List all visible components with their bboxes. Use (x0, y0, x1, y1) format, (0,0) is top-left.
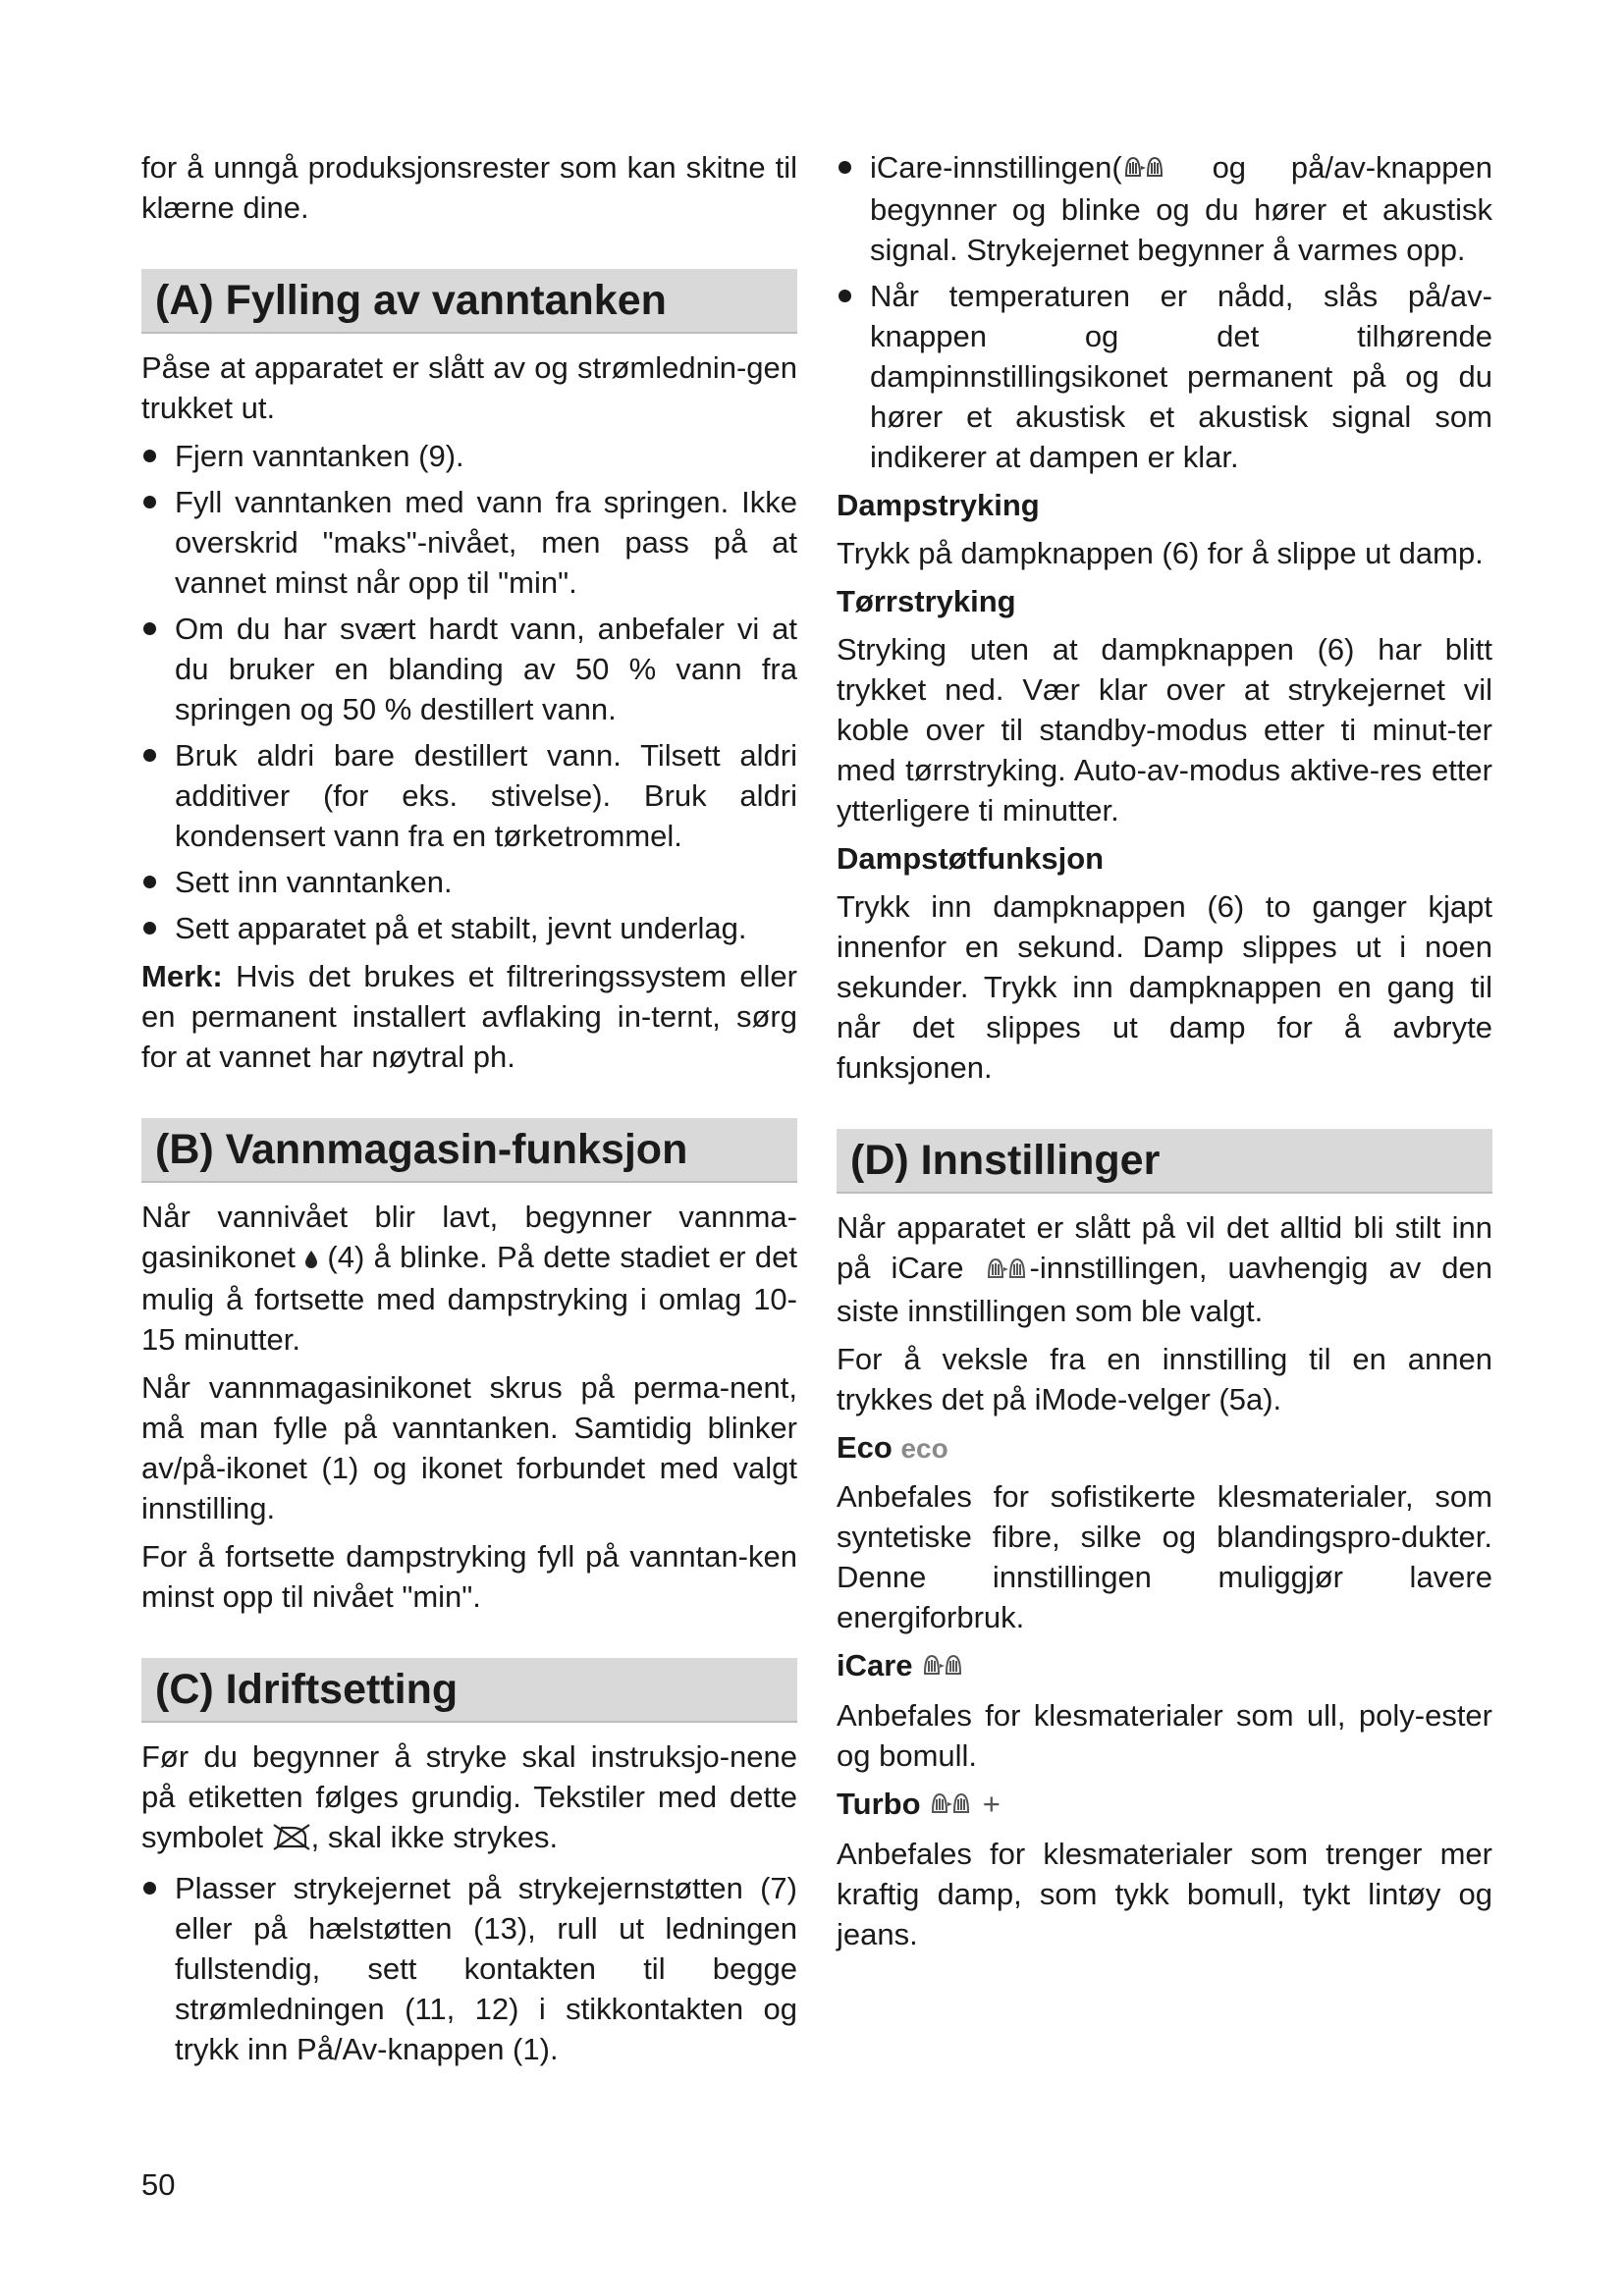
icare-text: Anbefales for klesmaterialer som ull, poly-ester og bomull. (837, 1697, 1492, 1773)
section-c-heading: (C) Idriftsetting (141, 1658, 797, 1721)
water-drop-icon (304, 1239, 318, 1279)
left-column (141, 147, 797, 2077)
section-b-p3: For å fortsette dampstryking fyll på vanntan-ken minst opp til nivået "min". (141, 1539, 797, 1615)
list-item: Sett apparatet på et stabilt, jevnt underlag. (141, 908, 797, 948)
list-item: Plasser strykejernet på strykejernstøtten (7) eller på hælstøtten (13), rull ut ledningen fullstendig, sett kontakten til begge strømledningen (11, 12) i stikkontakten og trykk inn På/Av-knappen (1). (141, 1868, 797, 2069)
bullet-icon (143, 622, 156, 635)
no-ironing-icon (272, 1820, 311, 1860)
dampstot-text: Trykk inn dampknappen (6) to ganger kjapt innenfor en sekund. Damp slippes ut i noen sekunder. Trykk inn dampknappen en gang til når det slippes ut damp for å avbryte funksjonen. (837, 889, 1492, 1086)
section-a-intro: Påse at apparatet er slått av og strømlednin-gen trukket ut. (141, 350, 797, 425)
plus-icon: + (982, 1786, 1001, 1821)
list-item: Fjern vanntanken (9). (141, 436, 797, 476)
section-d-heading: (D) Innstillinger (837, 1129, 1492, 1192)
icare-steam-icon (1122, 149, 1167, 189)
section-c-p1: Før du begynner å stryke skal instruksjo-nene på etiketten følges grundig. Tekstiler med dette symbolet , skal ikke strykes. (141, 1736, 797, 1859)
note-text: Hvis det brukes et filtreringssystem eller en permanent installert avflaking in-ternt, sørg for at vannet har nøytral ph. (141, 959, 797, 1074)
section-a-bullets (141, 436, 797, 948)
bullet-icon (143, 749, 156, 762)
section-c-bullets (141, 1868, 797, 2069)
startup-bullets (837, 147, 1492, 477)
list-item: Bruk aldri bare destillert vann. Tilsett aldri additiver (for eks. stivelse). Bruk aldri kondensert vann fra en tørketrommel. (141, 735, 797, 856)
dampstryking-heading: Dampstryking (837, 488, 1040, 523)
bullet-icon (839, 290, 851, 302)
eco-icon: eco (900, 1432, 948, 1464)
section-a-heading: (A) Fylling av vanntanken (141, 269, 797, 332)
bullet-icon (143, 450, 156, 462)
dampstryking-text: Trykk på dampknappen (6) for å slippe ut damp. (837, 536, 1484, 571)
list-item: Når temperaturen er nådd, slås på/av-knappen og det tilhørende dampinnstillingsikonet permanent på og du hører et akustisk et akustisk signal som indikerer at dampen er klar. (837, 276, 1492, 477)
turbo-text: Anbefales for klesmaterialer som trenger mer kraftig damp, som tykk bomull, tykt lintøy og jeans. (837, 1837, 1492, 1952)
list-item: Om du har svært hardt vann, anbefaler vi at du bruker en blanding av 50 % vann fra springen og 50 % destillert vann. (141, 609, 797, 729)
intro-text: for å unngå produksjonsrester som kan skitne til klærne dine. (141, 150, 797, 225)
icare-steam-icon (985, 1251, 1030, 1291)
section-b-p1: Når vannivået blir lavt, begynner vannma-gasinikonet (4) å blinke. På dette stadiet er det mulig å fortsette med dampstryking i omlag 10-15 minutter. (141, 1200, 797, 1358)
note-label: Merk: (141, 959, 223, 993)
bullet-icon (143, 496, 156, 508)
eco-text: Anbefales for sofistikerte klesmaterialer, som syntetiske fibre, silke og blandingspro-dukter. Denne innstillingen muliggjør lavere energiforbruk. (837, 1478, 1492, 1634)
page-number: 50 (141, 2167, 176, 2202)
torrstryking-heading: Tørrstryking (837, 584, 1016, 619)
turbo-steam-icon (929, 1786, 974, 1826)
bullet-icon (143, 876, 156, 888)
eco-heading: Eco eco (837, 1429, 948, 1465)
bullet-icon (839, 161, 851, 174)
icare-steam-icon (921, 1647, 966, 1687)
section-d-p1: Når apparatet er slått på vil det alltid bli stilt inn på iCare -innstillingen, uavhengig av den siste innstillingen som ble valgt. (837, 1210, 1492, 1328)
list-item: iCare-innstillingen( og på/av-knappen begynner og blinke og du hører et akustisk signal. Strykejernet begynner å varmes opp. (837, 147, 1492, 270)
section-b-heading: (B) Vannmagasin-funksjon (141, 1118, 797, 1181)
dampstot-heading: Dampstøtfunksjon (837, 841, 1105, 877)
torrstryking-text: Stryking uten at dampknappen (6) har blitt trykket ned. Vær klar over at strykejernet vil koble over til standby-modus etter ti minut-ter med tørrstryking. Auto-av-modus aktive-res etter ytterligere ti minutter. (837, 632, 1492, 828)
note-paragraph (141, 956, 797, 1077)
bullet-icon (143, 1882, 156, 1895)
turbo-heading: Turbo + (837, 1784, 1492, 1826)
section-b-p2: Når vannmagasinikonet skrus på perma-nent, må man fylle på vanntanken. Samtidig blinker av/på-ikonet (1) og ikonet forbundet med valgt innstilling. (141, 1370, 797, 1526)
list-item: Fyll vanntanken med vann fra springen. Ikke overskrid "maks"-nivået, men pass på at vannet minst når opp til "min". (141, 482, 797, 603)
list-item: Sett inn vanntanken. (141, 862, 797, 902)
bullet-icon (143, 922, 156, 934)
section-d-p2: For å veksle fra en innstilling til en annen trykkes det på iMode-velger (5a). (837, 1341, 1492, 1416)
icare-heading: iCare (837, 1645, 1492, 1687)
right-column (837, 147, 1492, 1962)
